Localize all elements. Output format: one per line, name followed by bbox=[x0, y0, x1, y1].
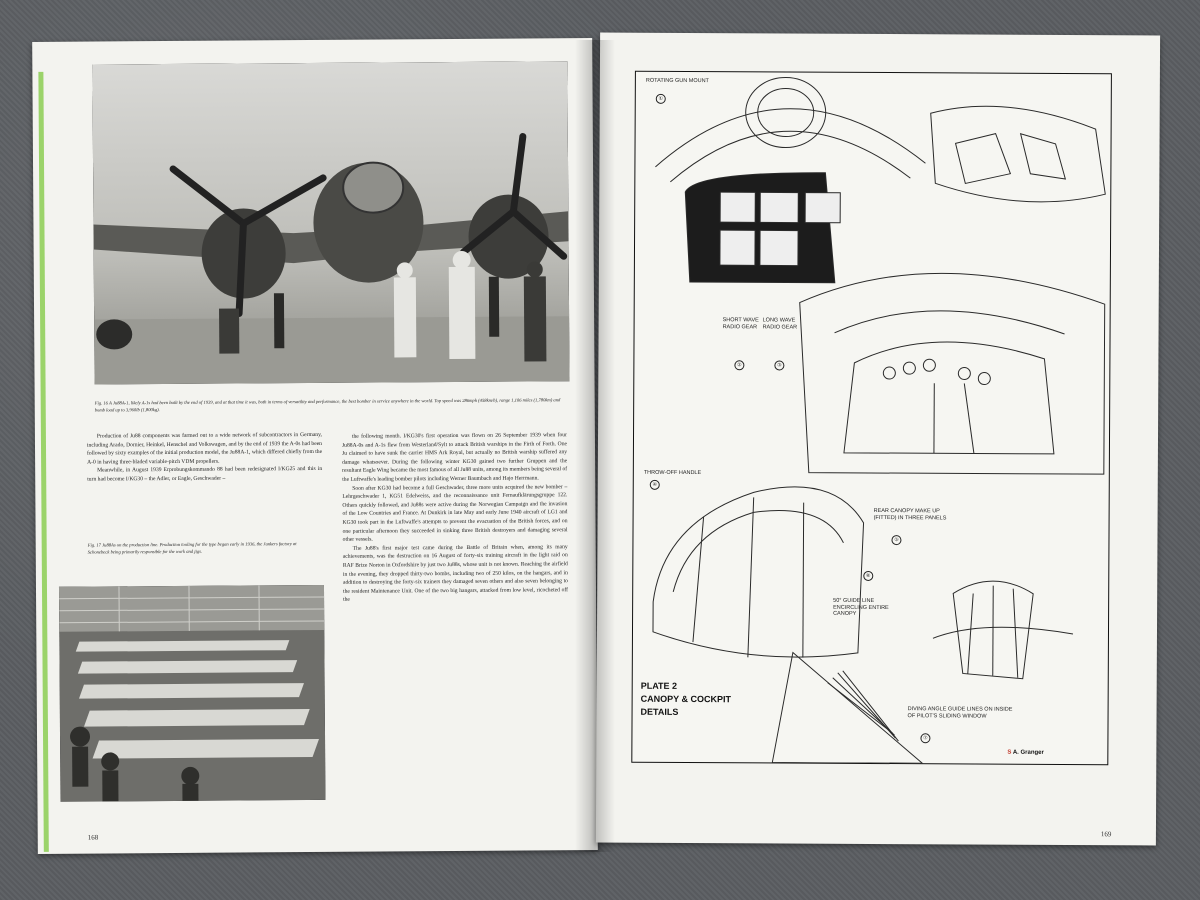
paragraph: Soon after KG30 had become a full Geschwader, three more units acquired the new bomber – Lehrgeschwader 1, KG51 Edelweiss, and the reconnaissance unit Fernaufklärungsgruppe 122. Others quickly followed, and Ju88s were active during the Norwegian Campaign and the invasion of the Low Countries and France. At Dunkirk in late May and early June 1940 aircraft of LG1 and KG30 took part in the Luftwaffe's attempts to prevent the evacuation of the British forces, and on one particular afternoon they succeeded in sinking three British destroyers and damaging several other vessels. bbox=[342, 483, 568, 543]
callout-number: ② bbox=[734, 360, 744, 370]
photo-caption-1: Fig. 16 A Ju88A-1, likely A-1s had been built by the end of 1939, and at that time it was, both in terms of versatility and performance, the best bomber in service anywhere in the world. Top speed was 286mph (458km/h), range 1,106 miles (1,780km) and bomb load up to 3,960lb (1,800kg). bbox=[94, 397, 561, 413]
paragraph: Meanwhile, in August 1939 Erprobungskommando 88 had been redesignated I/KG25 and this in turn had become I/KG30 – the Adler, or Eagle, Geschwader – bbox=[87, 466, 323, 483]
label-diving-angle: DIVING ANGLE GUIDE LINES ON INSIDE OF PILOT'S SLIDING WINDOW bbox=[907, 706, 1013, 720]
paragraph: the following month. I/KG30's first operation was flown on 26 September 1939 when four Ju88A-0s and A-1s flew from Westerland/Sylt to attack British warships in the Firth of Forth. One Ju claimed to have sunk the carrier HMS Ark Royal, but actually no British warship suffered any damage whatsoever. During the following winter KG30 gained two further Gruppen and the resultant Eagle Wing became the most famous of all Ju88 units, among its members being several of the Luftwaffe's leading bomber pilots including Werner Baumbach and Hajo Herrmann. bbox=[341, 432, 568, 483]
callout-number: ⑤ bbox=[891, 535, 901, 545]
label-guide-line: 50° GUIDE LINE ENCIRCLING ENTIRE CANOPY bbox=[833, 597, 889, 618]
label-short-wave: SHORT WAVE RADIO GEAR bbox=[722, 317, 759, 330]
paragraph: The Ju88's first major test came during the Battle of Britain when, among its many achievements, was the destruction on 16 August of forty-six training aircraft in the light raid on RAF Brize Norton in Oxfordshire by just two Ju88s, whose unit is not known. Reaching the airfield in the evening, they dropped thirty-two bombs, including two of 250 kilos, on the hangars, and in addition to destroying the forty-six trainers they damaged seven others and also seven belonging to the resident Maintenance Unit. One of the two big hangars, attacked from low level, ricocheted off the bbox=[342, 543, 569, 604]
photo-caption-2: Fig. 17 Ju88As on the production line. Production tooling for the type began early in 1936, the Junkers factory at Schonebeck being primarily responsible for the work and jigs. bbox=[87, 541, 297, 555]
plate-title bbox=[641, 680, 732, 719]
callout-number: ⑦ bbox=[920, 733, 930, 743]
page-number-left: 168 bbox=[87, 833, 99, 842]
artist-signature: S A. Granger bbox=[1007, 749, 1044, 756]
label-rear-canopy: REAR CANOPY MAKE UP (FITTED) IN THREE PANELS bbox=[873, 507, 947, 521]
plate-title-line: DETAILS bbox=[640, 706, 679, 717]
text-column-a bbox=[87, 431, 322, 484]
label-throw-off-handle: THROW-OFF HANDLE bbox=[643, 469, 702, 477]
callout-number: ⑥ bbox=[863, 571, 873, 581]
label-long-wave: LONG WAVE RADIO GEAR bbox=[762, 317, 798, 331]
callout-number: ③ bbox=[774, 360, 784, 370]
aircraft-photo bbox=[92, 61, 569, 384]
cockpit-drawing bbox=[632, 72, 1111, 764]
plate-title-line: CANOPY & COCKPIT bbox=[640, 693, 732, 705]
green-page-edge bbox=[38, 72, 48, 852]
page-number-right: 169 bbox=[1100, 830, 1112, 839]
callout-number: ④ bbox=[650, 480, 660, 490]
paragraph: Production of Ju88 components was farmed out to a wide network of subcontractors in Germany, including Arado, Dornier, Heinkel, Henschel and Volkswagen, and by the end of 1939 the A-0s had been followed by sixty examples of the initial production model, the Ju88A-1, which differed chiefly from the A-0 in having three-bladed variable-pitch VDM propellers. bbox=[86, 431, 323, 466]
plate-title-line: PLATE 2 bbox=[640, 680, 678, 691]
label-rotating-gun-mount: ROTATING GUN MOUNT bbox=[645, 77, 709, 85]
cockpit-plate bbox=[631, 71, 1112, 765]
right-page bbox=[596, 33, 1160, 846]
left-page bbox=[32, 38, 598, 854]
production-line-photo bbox=[59, 585, 325, 802]
callout-number: ① bbox=[656, 94, 666, 104]
text-column-b bbox=[342, 431, 568, 604]
